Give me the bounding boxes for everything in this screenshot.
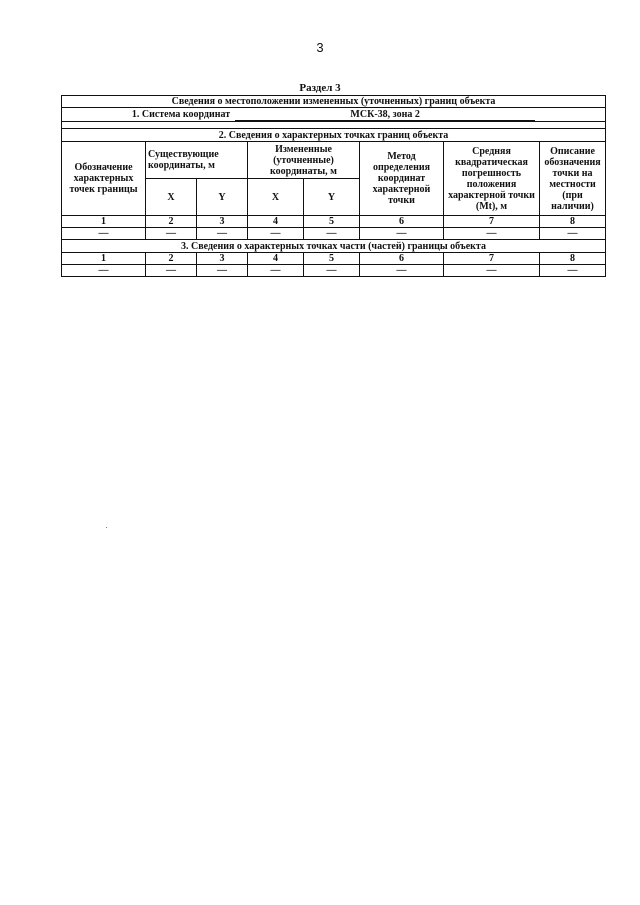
col-existing-coordinates: Существующие координаты, м [146, 142, 248, 179]
dash-cell: — [540, 228, 606, 240]
col-existing-y: Y [197, 179, 248, 216]
coordinate-system-label: 1. Система координат [131, 108, 231, 120]
col-point-designation: Обозначение характерных точек границы [62, 142, 146, 216]
dash-cell: — [304, 265, 360, 277]
dash-cell: — [304, 228, 360, 240]
col-num-1: 1 [62, 253, 146, 265]
dash-cell: — [444, 228, 540, 240]
coordinate-system-value: МСК-38, зона 2 [235, 109, 535, 121]
dash-cell: — [62, 265, 146, 277]
dash-cell: — [248, 228, 304, 240]
table-row [62, 265, 606, 277]
dash-cell: — [360, 265, 444, 277]
dash-cell: — [146, 228, 197, 240]
part2-title: 2. Сведения о характерных точках границ объекта [62, 129, 606, 142]
dash-cell: — [62, 228, 146, 240]
spacer-row [62, 122, 606, 129]
table-row [62, 228, 606, 240]
coordinate-system-row [62, 108, 606, 122]
col-num-4: 4 [248, 216, 304, 228]
dash-cell: — [540, 265, 606, 277]
col-num-7: 7 [444, 216, 540, 228]
table-header: Сведения о местоположении измененных (уточненных) границ объекта [62, 96, 606, 108]
dash-cell: — [197, 228, 248, 240]
col-num-3: 3 [197, 253, 248, 265]
col-description: Описание обозначения точки на местности (при наличии) [540, 142, 606, 216]
col-num-2: 2 [146, 216, 197, 228]
part3-title: 3. Сведения о характерных точках части (частей) границы объекта [62, 240, 606, 253]
col-changed-y: Y [304, 179, 360, 216]
coordinate-system-cell [62, 108, 606, 122]
table-header-row [62, 96, 606, 108]
col-num-8: 8 [540, 216, 606, 228]
scan-speck [106, 527, 107, 528]
col-changed-coordinates: Измененные (уточненные) координаты, м [248, 142, 360, 179]
dash-cell: — [360, 228, 444, 240]
part2-title-row [62, 129, 606, 142]
col-num-7: 7 [444, 253, 540, 265]
col-num-6: 6 [360, 216, 444, 228]
col-num-6: 6 [360, 253, 444, 265]
col-num-5: 5 [304, 216, 360, 228]
spacer-cell [62, 122, 606, 129]
col-num-4: 4 [248, 253, 304, 265]
column-number-row [62, 216, 606, 228]
dash-cell: — [197, 265, 248, 277]
section-title: Раздел 3 [299, 82, 341, 94]
col-num-2: 2 [146, 253, 197, 265]
column-number-row [62, 253, 606, 265]
dash-cell: — [444, 265, 540, 277]
dash-cell: — [248, 265, 304, 277]
column-header-row [62, 142, 606, 179]
col-method: Метод определения координат характерной точки [360, 142, 444, 216]
col-existing-x: X [146, 179, 197, 216]
col-num-5: 5 [304, 253, 360, 265]
page-number: 3 [316, 40, 324, 55]
part3-title-row [62, 240, 606, 253]
col-num-3: 3 [197, 216, 248, 228]
col-error: Средняя квадратическая погрешность положения характерной точки (Mt), м [444, 142, 540, 216]
dash-cell: — [146, 265, 197, 277]
col-changed-x: X [248, 179, 304, 216]
col-num-1: 1 [62, 216, 146, 228]
col-num-8: 8 [540, 253, 606, 265]
boundary-table [61, 95, 606, 277]
